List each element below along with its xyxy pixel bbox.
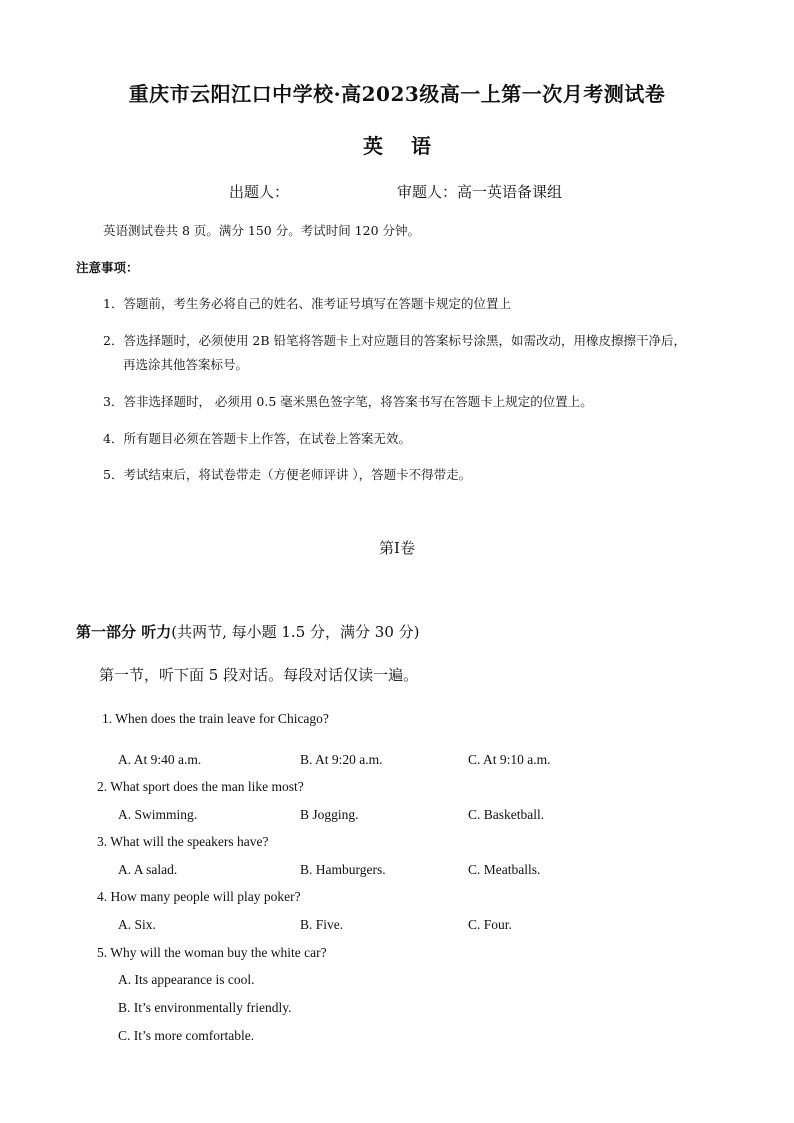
part-heading: [76, 621, 420, 642]
notice-item-text: 所有题目必须在答题卡上作答，在试卷上答案无效。: [123, 431, 411, 446]
option-a: A. At 9:40 a.m.: [118, 752, 202, 767]
notice-item-number: 2．: [103, 333, 124, 348]
notice-item: [103, 294, 511, 312]
notice-item-text: 答题前，考生务必将自己的姓名、准考证号填写在答题卡规定的位置上: [123, 296, 511, 311]
notice-item: [103, 465, 471, 483]
subject-title: 英语: [363, 134, 459, 158]
notice-item-text: 考试结束后，将试卷带走（方便老师评讲 ），答题卡不得带走。: [123, 467, 472, 482]
option-a: A. Swimming.: [118, 807, 198, 822]
notice-item: [103, 429, 411, 447]
option-b: B. At 9:20 a.m.: [300, 752, 383, 767]
reviewer-label: 审题人：高一英语备课组: [397, 183, 563, 201]
option-b: B. Five.: [300, 917, 344, 932]
option-c: C. Meatballs.: [468, 862, 541, 877]
question-stem: 1. When does the train leave for Chicago?: [102, 711, 329, 726]
notice-item: [103, 392, 593, 410]
notice-item-number: 3．: [103, 394, 124, 409]
exam-intro: 英语测试卷共 8 页。满分 150 分。考试时间 120 分钟。: [103, 223, 421, 238]
option-c: C. Basketball.: [468, 807, 545, 822]
option-a: A. A salad.: [118, 862, 178, 877]
notice-item-text: 答选择题时，必须使用 2B 铅笔将答题卡上对应题目的答案标号涂黑，如需改动，用橡皮擦擦干净后，: [123, 333, 687, 348]
volume-title: 第Ⅰ卷: [379, 539, 415, 557]
option-a: A. Six.: [118, 917, 156, 932]
part-detail: (共两节, 每小题 1.5 分，满分 30 分): [171, 623, 420, 641]
exam-title: 重庆市云阳江口中学校·高2023级高一上第一次月考测试卷: [128, 82, 666, 106]
question-stem: 3. What will the speakers have?: [97, 834, 269, 849]
setter-label: 出题人：: [229, 183, 290, 201]
option-b: B. It’s environmentally friendly.: [118, 1000, 292, 1015]
notice-item-continuation: 再选涂其他答案标号。: [123, 357, 249, 372]
notice-item-number: 5．: [103, 467, 124, 482]
part-title: 第一部分 听力: [76, 623, 172, 641]
notice-item-number: 1．: [103, 296, 124, 311]
option-c: C. Four.: [468, 917, 512, 932]
option-c: C. It’s more comfortable.: [118, 1028, 255, 1043]
option-a: A. Its appearance is cool.: [118, 972, 255, 987]
question-stem: 2. What sport does the man like most?: [97, 779, 304, 794]
option-c: C. At 9:10 a.m.: [468, 752, 551, 767]
question-stem: 4. How many people will play poker?: [97, 889, 301, 904]
notice-heading: 注意事项：: [76, 260, 139, 275]
notice-item-number: 4．: [103, 431, 124, 446]
notice-item: [103, 331, 686, 349]
section-heading: 第一节，听下面 5 段对话。每段对话仅读一遍。: [99, 666, 419, 684]
notice-item-text: 答非选择题时， 必须用 0.5 毫米黑色签字笔，将答案书写在答题卡上规定的位置上。: [123, 394, 593, 409]
option-b: B. Hamburgers.: [300, 862, 386, 877]
question-stem: 5. Why will the woman buy the white car?: [97, 945, 327, 960]
option-b: B Jogging.: [300, 807, 359, 822]
